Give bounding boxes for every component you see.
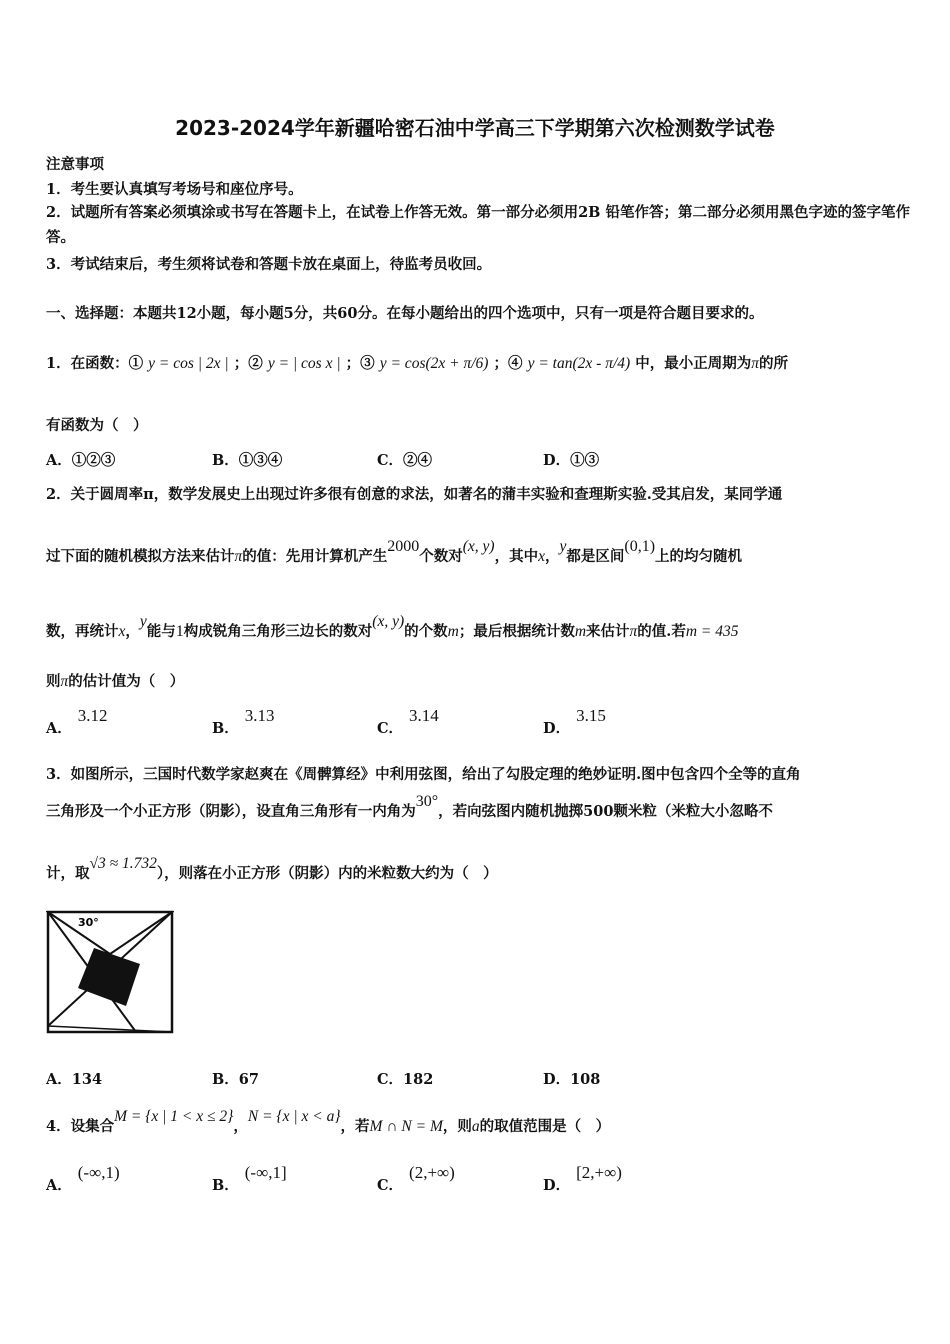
triangle-top [48, 912, 172, 954]
q2-option-b: B．3.13 [212, 706, 275, 737]
shaded-small-square [78, 948, 140, 1006]
notice-heading: 注意事项 [46, 156, 104, 173]
notice-item-1: 1．考生要认真填写考场号和座位序号。 [46, 181, 303, 198]
q1-sep1: ；② [233, 355, 263, 372]
q1-sep2: ；③ [345, 355, 375, 372]
q1-f4: y = tan(2x - π/4) [527, 355, 631, 372]
q1-line2: 有函数为（ ） [46, 417, 148, 434]
q2-line4: 则π的估计值为（ ） [46, 673, 185, 690]
q1-prefix: 1．在函数：① [46, 355, 144, 372]
q2-option-d: D．3.15 [543, 706, 606, 737]
q4-option-d: D．[2,+∞) [543, 1163, 622, 1194]
q1-suffix: 的所 [759, 355, 789, 372]
q2-line3: 数，再统计x，y能与1构成锐角三角形三边长的数对(x, y)的个数m；最后根据统计数m来估计π的值.若m = 435 [46, 613, 739, 640]
q4-option-c: C．(2,+∞) [377, 1163, 455, 1194]
q3-option-c: C．182 [377, 1071, 434, 1088]
q2-option-a: A．3.12 [46, 706, 108, 737]
q3-option-a: A．134 [46, 1071, 103, 1088]
q3-line2: 三角形及一个小正方形（阴影），设直角三角形有一内角为30°，若向弦图内随机抛掷500颗米粒（米粒大小忽略不 [46, 793, 773, 820]
q1-pi: π [751, 355, 760, 372]
notice-item-2: 2．试题所有答案必须填涂或书写在答题卡上，在试卷上作答无效。第一部分必须用2B 铅笔作答；第二部分必须用黑色字迹的签字笔作答。 [46, 204, 910, 246]
q1-f2: y = | cos x | [267, 355, 341, 372]
q4-stem: 4．设集合M = {x | 1 < x ≤ 2}，N = {x | x < a}，若M ∩ N = M，则a的取值范围是（ ） [46, 1108, 611, 1135]
q1-option-b: B．①③④ [212, 452, 283, 469]
q1-f1: y = cos | 2x | [148, 355, 229, 372]
q2-option-c: C．3.14 [377, 706, 439, 737]
q3-option-b: B．67 [212, 1071, 259, 1088]
angle-label: 30° [78, 916, 99, 929]
q1-option-c: C．②④ [377, 452, 433, 469]
q1-sep3: ；④ [493, 355, 523, 372]
q1-option-a: A．①②③ [46, 452, 116, 469]
q2-line2: 过下面的随机模拟方法来估计π的值：先用计算机产生2000个数对(x, y)，其中x，y都是区间(0,1)上的均匀随机 [46, 538, 743, 565]
q1-mid: 中，最小正周期为 [635, 355, 752, 372]
q2-line1: 2．关于圆周率π，数学发展史上出现过许多很有创意的求法，如著名的蒲丰实验和查理斯实验.受其启发，某同学通 [46, 486, 783, 503]
q3-line1: 3．如图所示，三国时代数学家赵爽在《周髀算经》中利用弦图，给出了勾股定理的绝妙证明.图中包含四个全等的直角 [46, 766, 801, 783]
notice-item-3: 3．考试结束后，考生须将试卷和答题卡放在桌面上，待监考员收回。 [46, 256, 492, 273]
q3-option-d: D．108 [543, 1071, 601, 1088]
q4-option-b: B．(-∞,1] [212, 1163, 287, 1194]
page-title: 2023-2024学年新疆哈密石油中学高三下学期第六次检测数学试卷 [175, 116, 775, 140]
q1-stem [46, 352, 910, 373]
q3-line3: 计，取√3 ≈ 1.732），则落在小正方形（阴影）内的米粒数大约为（ ） [46, 855, 498, 882]
zhao-shuang-string-diagram [46, 910, 174, 1034]
q1-option-d: D．①③ [543, 452, 600, 469]
q1-f3: y = cos(2x + π/6) [379, 355, 489, 372]
section-heading: 一、选择题：本题共12小题，每小题5分，共60分。在每小题给出的四个选项中，只有一项是符合题目要求的。 [46, 305, 764, 322]
q4-option-a: A．(-∞,1) [46, 1163, 120, 1194]
